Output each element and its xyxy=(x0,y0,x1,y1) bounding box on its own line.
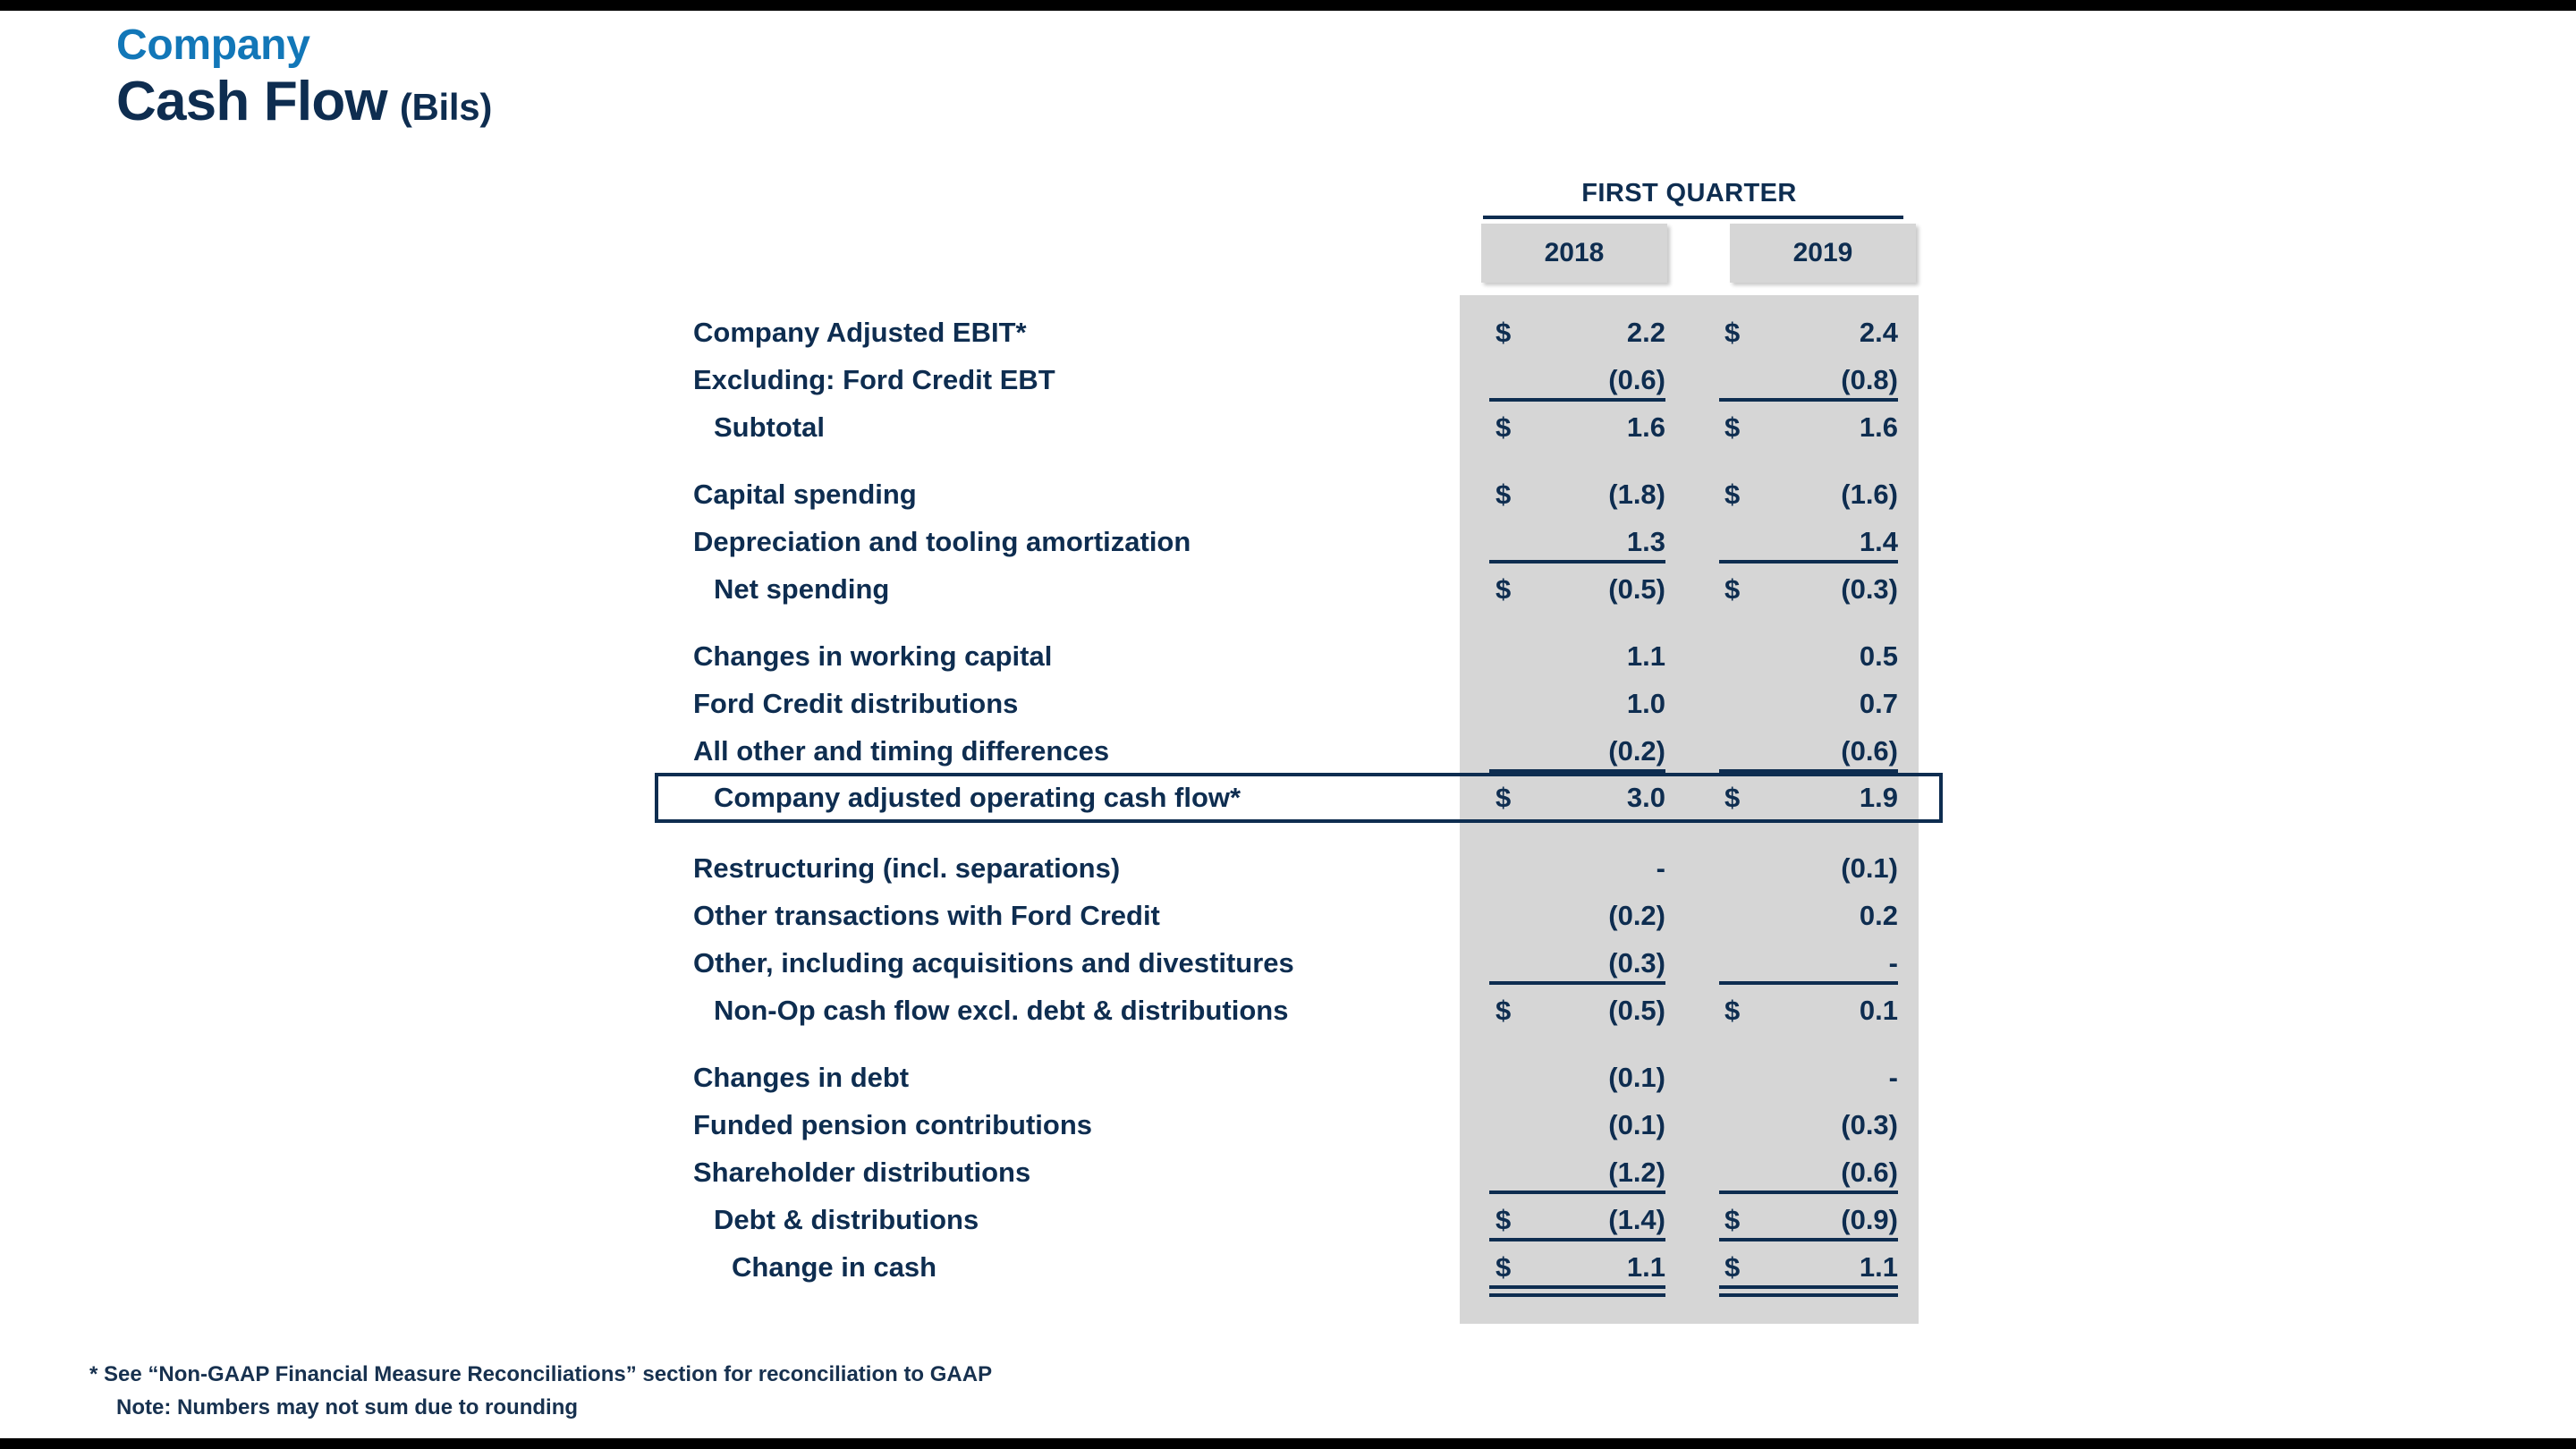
row-currency-2019: $ xyxy=(1724,782,1741,813)
table-row xyxy=(0,987,2576,1034)
subtotal-rule-2019 xyxy=(1719,1191,1898,1194)
row-currency-2019: $ xyxy=(1724,1204,1741,1235)
row-value-2018: 1.6 xyxy=(1626,411,1665,443)
row-spacer xyxy=(0,613,2576,632)
table-row xyxy=(0,680,2576,727)
row-currency-2018 xyxy=(1496,1054,1522,1101)
row-label: Excluding: Ford Credit EBT xyxy=(693,364,1055,395)
table-row xyxy=(0,939,2576,987)
row-currency-2019 xyxy=(1724,1148,1751,1196)
table-row xyxy=(0,892,2576,939)
row-currency-2019 xyxy=(1724,356,1751,403)
row-currency-2019: $ xyxy=(1724,317,1741,348)
row-currency-2018: $ xyxy=(1496,995,1512,1026)
row-currency-2019 xyxy=(1724,939,1751,987)
table-row xyxy=(0,518,2576,565)
row-currency-2019: $ xyxy=(1724,573,1741,605)
subtotal-rule-2018 xyxy=(1489,981,1665,985)
row-currency-2019 xyxy=(1724,680,1751,727)
row-label: Capital spending xyxy=(693,479,917,510)
row-value-2018: 1.3 xyxy=(1626,526,1665,557)
subtotal-rule-2018 xyxy=(1489,769,1665,773)
row-label: Company Adjusted EBIT* xyxy=(693,317,1027,348)
row-value-2019: (0.3) xyxy=(1841,573,1898,605)
row-currency-2018 xyxy=(1496,1148,1522,1196)
title-block xyxy=(116,23,492,130)
row-value-2018: 2.2 xyxy=(1626,317,1665,348)
table-row xyxy=(0,1054,2576,1101)
row-currency-2018 xyxy=(1496,356,1522,403)
subtotal-rule-2019 xyxy=(1719,1238,1898,1241)
row-label: Change in cash xyxy=(732,1251,937,1283)
row-value-2019: (0.6) xyxy=(1841,735,1898,767)
top-edge-bar xyxy=(0,0,2576,11)
row-value-2019: (1.6) xyxy=(1841,479,1898,510)
row-currency-2019: $ xyxy=(1724,995,1741,1026)
cash-flow-table xyxy=(0,309,2576,1291)
row-currency-2019: $ xyxy=(1724,1251,1741,1283)
subtotal-rule-2019 xyxy=(1719,769,1898,773)
table-row xyxy=(0,309,2576,356)
row-currency-2018 xyxy=(1496,727,1522,775)
row-value-2018: (1.4) xyxy=(1608,1204,1665,1235)
row-currency-2019 xyxy=(1724,844,1751,892)
row-currency-2018: $ xyxy=(1496,411,1512,443)
row-value-2019: 1.1 xyxy=(1859,1251,1898,1283)
row-currency-2018 xyxy=(1496,892,1522,939)
row-label: Other transactions with Ford Credit xyxy=(693,900,1160,931)
table-row xyxy=(0,1196,2576,1243)
row-currency-2019 xyxy=(1724,892,1751,939)
row-currency-2018: $ xyxy=(1496,1251,1512,1283)
row-label: Ford Credit distributions xyxy=(693,688,1019,719)
table-row xyxy=(0,403,2576,451)
row-value-2019: 2.4 xyxy=(1859,317,1898,348)
title-line xyxy=(116,70,493,132)
subtotal-rule-2019 xyxy=(1719,981,1898,985)
row-currency-2019 xyxy=(1724,518,1751,565)
subtotal-rule-2018 xyxy=(1489,1238,1665,1241)
row-label: Funded pension contributions xyxy=(693,1109,1093,1140)
subtotal-rule-2019 xyxy=(1719,398,1898,402)
row-currency-2019 xyxy=(1724,632,1751,680)
row-value-2018: - xyxy=(1656,852,1665,884)
row-value-2019: (0.9) xyxy=(1841,1204,1898,1235)
period-header-rule xyxy=(1483,216,1903,219)
row-label: Non-Op cash flow excl. debt & distributions xyxy=(714,995,1289,1026)
row-value-2019: - xyxy=(1888,1062,1898,1093)
row-value-2018: 3.0 xyxy=(1626,782,1665,813)
row-currency-2018 xyxy=(1496,518,1522,565)
row-currency-2018 xyxy=(1496,939,1522,987)
row-currency-2019 xyxy=(1724,1054,1751,1101)
row-currency-2018: $ xyxy=(1496,782,1512,813)
row-value-2018: (1.8) xyxy=(1608,479,1665,510)
row-currency-2018 xyxy=(1496,680,1522,727)
table-row xyxy=(0,844,2576,892)
row-currency-2018: $ xyxy=(1496,317,1512,348)
table-row xyxy=(0,775,2576,825)
title-unit: (Bils) xyxy=(399,85,493,128)
footnote-non-gaap: * See “Non-GAAP Financial Measure Reconciliations” section for reconciliation to GAAP xyxy=(89,1362,993,1386)
row-value-2018: 1.0 xyxy=(1626,688,1665,719)
subtotal-rule-2019 xyxy=(1719,1285,1898,1289)
subtotal-rule-2019 xyxy=(1719,560,1898,564)
subtotal-rule-2018 xyxy=(1489,1191,1665,1194)
row-value-2019: (0.8) xyxy=(1841,364,1898,395)
footnotes xyxy=(89,1358,992,1424)
row-label: Shareholder distributions xyxy=(693,1157,1031,1188)
row-spacer xyxy=(0,1034,2576,1054)
row-value-2019: (0.1) xyxy=(1841,852,1898,884)
row-label: All other and timing differences xyxy=(693,735,1110,767)
table-row xyxy=(0,1101,2576,1148)
row-value-2018: 1.1 xyxy=(1626,640,1665,672)
column-header-2018: 2018 xyxy=(1481,224,1667,283)
row-value-2019: (0.3) xyxy=(1841,1109,1898,1140)
row-currency-2018 xyxy=(1496,844,1522,892)
row-label: Depreciation and tooling amortization xyxy=(693,526,1191,557)
row-currency-2018: $ xyxy=(1496,573,1512,605)
footnote-rounding: Note: Numbers may not sum due to rounding xyxy=(116,1395,579,1420)
row-currency-2019: $ xyxy=(1724,479,1741,510)
row-currency-2018: $ xyxy=(1496,1204,1512,1235)
table-row xyxy=(0,632,2576,680)
subtotal-rule-2018 xyxy=(1489,1285,1665,1289)
row-value-2019: 0.7 xyxy=(1859,688,1898,719)
row-label: Debt & distributions xyxy=(714,1204,979,1235)
row-value-2018: (1.2) xyxy=(1608,1157,1665,1188)
row-currency-2018: $ xyxy=(1496,479,1512,510)
page-title: Cash Flow xyxy=(116,70,387,132)
row-currency-2018 xyxy=(1496,1101,1522,1148)
table-row xyxy=(0,356,2576,403)
row-value-2018: (0.3) xyxy=(1608,947,1665,979)
row-value-2018: (0.5) xyxy=(1608,995,1665,1026)
column-header-2019: 2019 xyxy=(1730,224,1916,283)
row-label: Subtotal xyxy=(714,411,825,443)
row-value-2018: (0.1) xyxy=(1608,1109,1665,1140)
table-row xyxy=(0,1148,2576,1196)
row-value-2018: (0.6) xyxy=(1608,364,1665,395)
row-value-2018: (0.1) xyxy=(1608,1062,1665,1093)
row-currency-2019 xyxy=(1724,1101,1751,1148)
row-label: Company adjusted operating cash flow* xyxy=(714,782,1241,813)
row-value-2019: - xyxy=(1888,947,1898,979)
row-label: Other, including acquisitions and divestitures xyxy=(693,947,1294,979)
row-value-2018: (0.2) xyxy=(1608,735,1665,767)
row-value-2019: 1.6 xyxy=(1859,411,1898,443)
row-spacer xyxy=(0,825,2576,844)
row-label: Restructuring (incl. separations) xyxy=(693,852,1121,884)
row-value-2018: (0.2) xyxy=(1608,900,1665,931)
subtotal-rule-2018 xyxy=(1489,560,1665,564)
row-currency-2019 xyxy=(1724,727,1751,775)
row-currency-2018 xyxy=(1496,632,1522,680)
row-value-2019: (0.6) xyxy=(1841,1157,1898,1188)
row-spacer xyxy=(0,451,2576,470)
table-row xyxy=(0,470,2576,518)
table-row xyxy=(0,727,2576,775)
period-header: FIRST QUARTER xyxy=(1581,179,1797,208)
row-value-2018: 1.1 xyxy=(1626,1251,1665,1283)
row-value-2019: 0.1 xyxy=(1859,995,1898,1026)
row-label: Changes in debt xyxy=(693,1062,910,1093)
bottom-edge-bar xyxy=(0,1438,2576,1449)
row-label: Changes in working capital xyxy=(693,640,1053,672)
row-value-2018: (0.5) xyxy=(1608,573,1665,605)
table-row xyxy=(0,1243,2576,1291)
row-currency-2019: $ xyxy=(1724,411,1741,443)
row-value-2019: 0.5 xyxy=(1859,640,1898,672)
row-value-2019: 0.2 xyxy=(1859,900,1898,931)
subtotal-rule-2018 xyxy=(1489,398,1665,402)
row-label: Net spending xyxy=(714,573,890,605)
slide-eyebrow: Company xyxy=(116,21,310,69)
row-value-2019: 1.9 xyxy=(1859,782,1898,813)
row-value-2019: 1.4 xyxy=(1859,526,1898,557)
table-row xyxy=(0,565,2576,613)
